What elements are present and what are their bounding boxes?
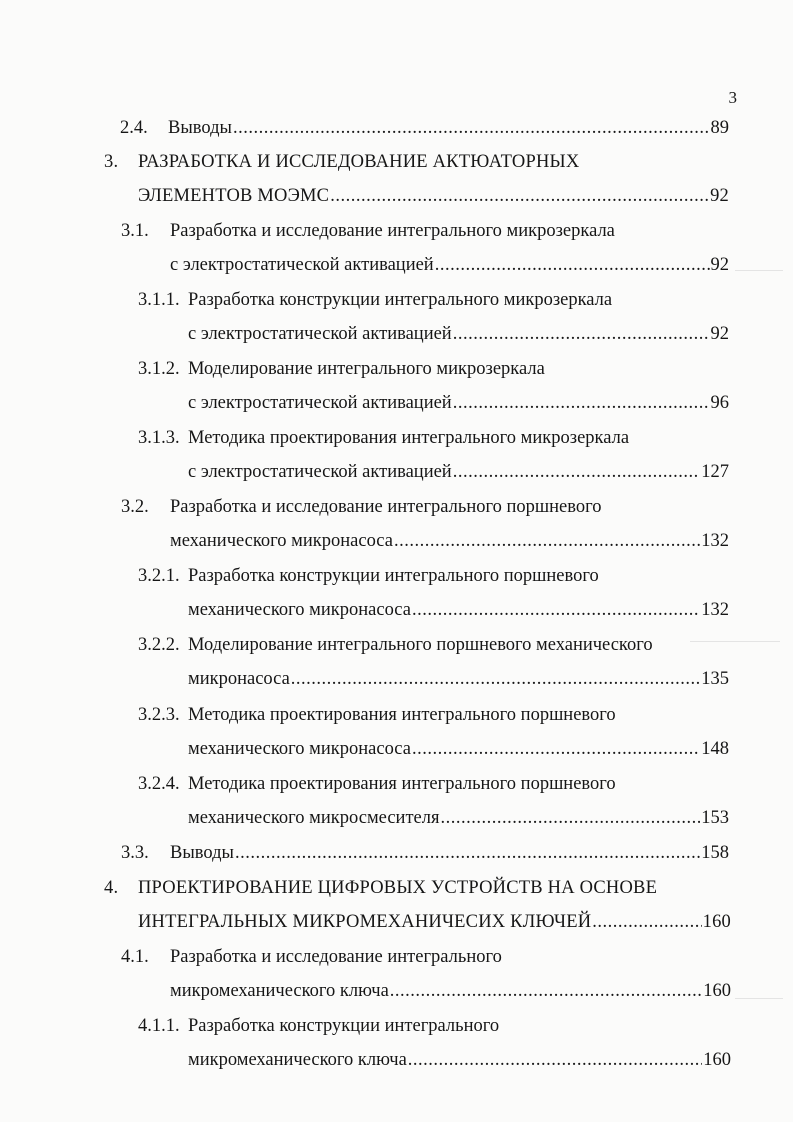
toc-title: Методика проектирования интегрального микрозеркала	[188, 428, 630, 448]
toc-number: 3.1.1.	[138, 290, 180, 310]
toc-title: РАЗРАБОТКА И ИССЛЕДОВАНИЕ АКТЮАТОРНЫХ	[138, 152, 580, 172]
toc-entry-3-1-line1[interactable]	[121, 220, 615, 242]
toc-entry-2-4[interactable]	[120, 117, 729, 139]
toc-entry-3-line2[interactable]	[138, 185, 729, 207]
toc-title: Разработка и исследование интегрального микрозеркала	[170, 221, 615, 241]
toc-entry-3-1-line2[interactable]	[170, 254, 729, 276]
toc-title-cont: ЭЛЕМЕНТОВ МОЭМС	[138, 186, 330, 206]
toc-number: 3.	[104, 152, 119, 172]
toc-title: Выводы	[168, 118, 232, 138]
toc-entry-3-2-line2[interactable]	[170, 530, 729, 552]
toc-number: 3.1.3.	[138, 428, 180, 448]
toc-page: 160	[702, 912, 731, 932]
toc-title: Моделирование интегрального микрозеркала	[188, 359, 545, 379]
toc-entry-3-2-1-line2[interactable]	[188, 599, 729, 621]
toc-title: Разработка и исследование интегрального поршневого	[170, 497, 602, 517]
toc-number: 4.1.	[121, 947, 149, 967]
toc-title-cont: ИНТЕГРАЛЬНЫХ МИКРОМЕХАНИЧЕСИХ КЛЮЧЕЙ	[138, 912, 592, 932]
toc-entry-4-line1[interactable]	[104, 877, 657, 899]
toc-entry-4-line2[interactable]	[138, 911, 731, 933]
toc-title: Моделирование интегрального поршневого механического	[188, 635, 653, 655]
toc-entry-3-line1[interactable]	[104, 151, 579, 173]
toc-title: Разработка конструкции интегрального	[188, 1016, 500, 1036]
toc-title-cont: микромеханического ключа	[170, 981, 389, 1001]
dot-leader	[408, 1049, 702, 1071]
toc-page: 96	[710, 393, 729, 413]
toc-entry-4-1-1-line2[interactable]	[188, 1049, 731, 1071]
dot-leader	[440, 807, 700, 829]
toc-page: 153	[701, 808, 729, 828]
toc-title: Разработка и исследование интегрального	[170, 947, 502, 967]
toc-number: 4.	[104, 878, 119, 898]
dot-leader	[330, 185, 709, 207]
toc-title: Методика проектирования интегрального поршневого	[188, 705, 616, 725]
scan-artifact	[735, 998, 783, 999]
toc-page: 148	[701, 739, 729, 759]
toc-entry-3-2-4-line1[interactable]	[138, 773, 616, 795]
dot-leader	[390, 980, 702, 1002]
toc-page: 132	[701, 531, 729, 551]
toc-number: 3.1.2.	[138, 359, 180, 379]
toc-entry-3-3[interactable]	[121, 842, 729, 864]
toc-entry-3-2-4-line2[interactable]	[188, 807, 729, 829]
toc-title: Разработка конструкции интегрального микрозеркала	[188, 290, 613, 310]
toc-number: 3.2.	[121, 497, 149, 517]
toc-page: 92	[710, 324, 729, 344]
toc-title: Выводы	[170, 843, 234, 863]
toc-entry-3-1-2-line2[interactable]	[188, 392, 729, 414]
toc-number: 2.4.	[120, 118, 148, 138]
toc-title-cont: с электростатической активацией	[188, 324, 452, 344]
toc-page: 158	[701, 843, 729, 863]
toc-entry-3-1-2-line1[interactable]	[138, 358, 545, 380]
toc-title-cont: с электростатической активацией	[170, 255, 434, 275]
toc-page: 127	[701, 462, 729, 482]
scan-artifact	[735, 270, 783, 271]
toc-entry-3-1-3-line2[interactable]	[188, 461, 729, 483]
toc-page: 135	[701, 669, 729, 689]
toc-number: 3.2.1.	[138, 566, 180, 586]
toc-number: 4.1.1.	[138, 1016, 180, 1036]
toc-title: Методика проектирования интегрального поршневого	[188, 774, 616, 794]
toc-entry-3-1-1-line2[interactable]	[188, 323, 729, 345]
toc-entry-3-2-2-line2[interactable]	[188, 668, 729, 690]
toc-number: 3.2.2.	[138, 635, 180, 655]
toc-entry-4-1-1-line1[interactable]	[138, 1015, 499, 1037]
toc-title-cont: механического микронасоса	[188, 739, 411, 759]
toc-page: 89	[710, 118, 729, 138]
dot-leader	[592, 911, 701, 933]
toc-entry-3-2-3-line1[interactable]	[138, 704, 616, 726]
toc-entry-4-1-line1[interactable]	[121, 946, 502, 968]
dot-leader	[435, 254, 710, 276]
toc-title-cont: с электростатической активацией	[188, 393, 452, 413]
dot-leader	[453, 461, 701, 483]
toc-title-cont: с электростатической активацией	[188, 462, 452, 482]
toc-entry-3-2-2-line1[interactable]	[138, 634, 653, 656]
page-number: 3	[728, 88, 737, 107]
toc-page: 132	[701, 600, 729, 620]
toc-entry-3-2-line1[interactable]	[121, 496, 602, 518]
dot-leader	[291, 668, 700, 690]
toc-entry-3-1-1-line1[interactable]	[138, 289, 612, 311]
toc-number: 3.2.4.	[138, 774, 180, 794]
dot-leader	[412, 599, 700, 621]
dot-leader	[394, 530, 700, 552]
toc-entry-3-1-3-line1[interactable]	[138, 427, 629, 449]
toc-number: 3.1.	[121, 221, 149, 241]
toc-page: 92	[710, 186, 729, 206]
toc-number: 3.2.3.	[138, 705, 180, 725]
dot-leader	[233, 117, 710, 139]
toc-entry-4-1-line2[interactable]	[170, 980, 731, 1002]
toc-title-cont: механического микронасоса	[170, 531, 393, 551]
toc-title-cont: механического микронасоса	[188, 600, 411, 620]
toc-title: Разработка конструкции интегрального поршневого	[188, 566, 599, 586]
toc-entry-3-2-1-line1[interactable]	[138, 565, 599, 587]
toc-page: 92	[710, 255, 729, 275]
toc-page: 160	[703, 981, 731, 1001]
toc-title-cont: микронасоса	[188, 669, 290, 689]
toc-number: 3.3.	[121, 843, 149, 863]
dot-leader	[412, 738, 700, 760]
dot-leader	[235, 842, 700, 864]
dot-leader	[453, 392, 710, 414]
toc-title-cont: механического микросмесителя	[188, 808, 440, 828]
toc-title-cont: микромеханического ключа	[188, 1050, 407, 1070]
toc-page: 160	[703, 1050, 731, 1070]
toc-title: ПРОЕКТИРОВАНИЕ ЦИФРОВЫХ УСТРОЙСТВ НА ОСНОВЕ	[138, 878, 658, 898]
scan-artifact	[690, 641, 780, 642]
dot-leader	[453, 323, 710, 345]
toc-entry-3-2-3-line2[interactable]	[188, 738, 729, 760]
